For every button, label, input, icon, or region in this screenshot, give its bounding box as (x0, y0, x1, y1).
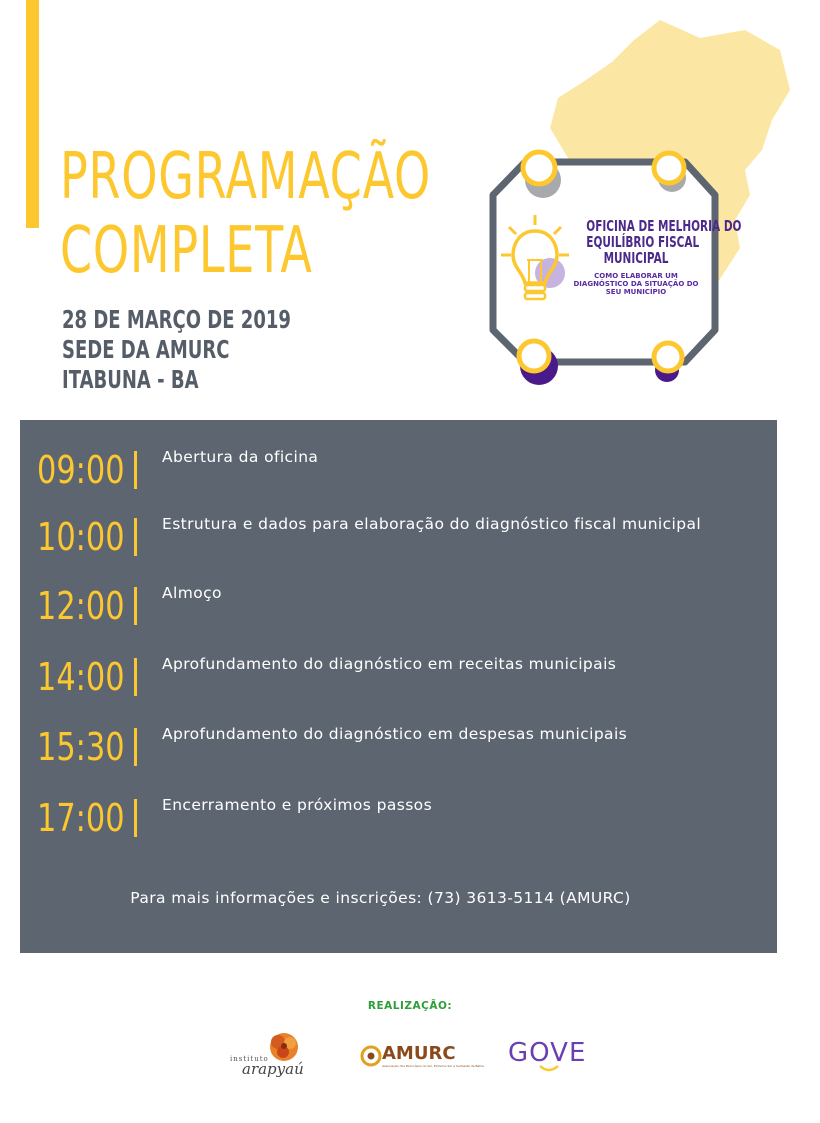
arapyau-name: arapyaú (242, 1060, 304, 1078)
event-date: 28 DE MARÇO DE 2019 (62, 305, 291, 334)
schedule-time: 09:00 (37, 448, 125, 492)
schedule-separator (134, 518, 137, 556)
schedule-time: 17:00 (37, 796, 125, 840)
arapyau-small-text: instituto (230, 1055, 269, 1063)
schedule-separator (134, 658, 137, 696)
title-line-2: COMPLETA (60, 214, 313, 288)
contact-info: Para mais informações e inscrições: (73) 3613-5114 (AMURC) (130, 889, 631, 907)
schedule-time: 15:30 (37, 725, 125, 769)
badge-title-line: MUNICIPAL (603, 249, 669, 267)
event-venue: SEDE DA AMURC (62, 335, 230, 364)
schedule-activity: Estrutura e dados para elaboração do diagnóstico fiscal municipal (162, 515, 702, 533)
badge-subtitle-line: SEU MUNICÍPIO (605, 288, 667, 296)
flower-icon (266, 1030, 302, 1064)
schedule-separator (134, 728, 137, 766)
schedule-activity: Aprofundamento do diagnóstico em despesas municipais (162, 725, 628, 743)
schedule-activity: Encerramento e próximos passos (162, 796, 433, 814)
badge-subtitle-line: COMO ELABORAR UM (594, 272, 678, 280)
event-city: ITABUNA - BA (62, 365, 199, 394)
badge-subtitle (565, 272, 707, 296)
badge-subtitle-line: DIAGNÓSTICO DA SITUAÇÃO DO (573, 280, 699, 288)
gove-name: GOVE (508, 1038, 587, 1068)
schedule-row (20, 652, 777, 702)
title-line-1: PROGRAMAÇÃO (60, 140, 432, 214)
schedule-time: 14:00 (37, 655, 125, 699)
badge-title (586, 217, 742, 267)
schedule-activity: Aprofundamento do diagnóstico em receitas municipais (162, 655, 617, 673)
page-title (60, 140, 431, 288)
schedule-row (20, 581, 777, 631)
schedule-separator (134, 451, 137, 489)
badge-text (565, 217, 742, 296)
event-info (62, 305, 291, 395)
gove-logo (508, 1038, 600, 1074)
accent-bar (26, 0, 39, 228)
schedule-activity: Abertura da oficina (162, 448, 319, 466)
badge-title-line: EQUILÍBRIO FISCAL (586, 233, 700, 251)
smile-icon (538, 1064, 560, 1074)
schedule-activity: Almoço (162, 584, 222, 602)
amurc-logo (360, 1043, 484, 1075)
schedule-row (20, 445, 777, 495)
amurc-name: AMURC (382, 1043, 456, 1064)
schedule-time: 12:00 (37, 584, 125, 628)
schedule-time: 10:00 (37, 515, 125, 559)
schedule-row (20, 793, 777, 843)
schedule-separator (134, 587, 137, 625)
amurc-emblem-icon (360, 1045, 382, 1067)
realizacao-label: REALIZAÇÃO: (367, 1000, 453, 1012)
amurc-subtitle: Associação dos Municípios do Sul, Extremo Sul e Sudoeste da Bahia (382, 1064, 484, 1068)
schedule-row (20, 722, 777, 772)
schedule-row (20, 512, 777, 562)
schedule-separator (134, 799, 137, 837)
arapyau-logo (230, 1030, 310, 1080)
badge-title-line: OFICINA DE MELHORIA DO (586, 217, 742, 235)
schedule-panel (20, 420, 777, 953)
